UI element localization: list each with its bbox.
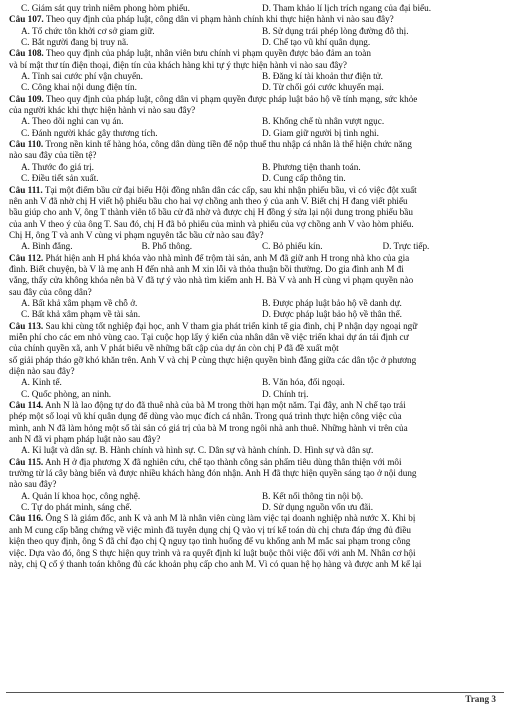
option-b: B. Đăng kí tài khoản thư điện tử. [262,71,383,82]
question-112 [9,253,503,321]
option-c: C. Tự do phát minh, sáng chế. [21,502,132,513]
option-c: C. Quốc phòng, an ninh. [21,388,112,399]
question-stem-cont: nào sau đây của tiền tệ? [9,150,97,161]
question-107 [9,14,503,48]
options-line: A. Kỉ luật và dân sự. B. Hành chính và hình sự. C. Dân sự và hành chính. D. Hình sự và dân sự. [21,445,374,456]
question-stem: Anh H ở địa phương X đã nghiên cứu, chế tạo thành công sản phẩm tiêu dùng thân thiện với môi [43,456,402,467]
page-footer [0,685,510,707]
question-116 [9,513,503,570]
question-stem-cont: của anh V theo ý của ông T. Sau đó, chị H đã bỏ phiếu của mình và phiếu của vợ chồng anh V vào hòm phiếu. [9,218,414,229]
footer-divider [6,692,504,693]
question-number: Câu 113. [9,320,44,331]
question-stem-cont: anh M cung cấp bằng chứng về việc mình đã tuyên dụng chị Q vào vị trí kế toán dù chị chưa đáp ứng đủ điều [9,524,411,535]
question-stem: Ông S là giám đốc, anh K và anh M là nhân viên cùng làm việc tại doanh nghiệp nhà nước X. Khi bị [43,513,416,524]
question-stem-cont: nên anh V đã nhờ chị H viết hộ phiếu bầu cho hai vợ chồng anh theo ý của anh V. Biết chị H đang viết phiếu [9,195,408,206]
top-options [9,3,503,14]
option-c: C. Giám sát quy trình niêm phong hòm phiếu. [21,3,190,13]
question-stem: Theo quy định của pháp luật, công dân vi phạm quyền được pháp luật bảo hộ về tính mạng, sức khỏe [43,93,418,104]
option-a: A. Thước đo giá trị. [21,161,94,172]
question-stem-cont: số giải pháp tháo gỡ khó khăn trên. Anh V và chị P cùng thực hiện quyền bình đẳng giữa các dân tộc ở phương [9,354,417,365]
option-b: B. Sử dụng trái phép lòng đường đô thị. [262,25,409,36]
question-number: Câu 109. [9,93,44,104]
question-stem-cont: của chính quyền xã, anh V phát biểu về những bất cập của dự án còn chị P đã đề xuất một [9,343,339,354]
option-a: A. Theo dõi nghi can vụ án. [21,116,124,127]
option-d: D. Trực tiếp. [382,241,430,252]
question-stem-cont: Chị H, ông T và anh V cùng vi phạm nguyên tắc bầu cử nào sau đây? [9,229,264,240]
option-b: B. Phương tiện thanh toán. [262,161,361,172]
option-b: B. Khống chế tù nhân vượt ngục. [262,116,385,127]
question-stem: Phát hiện anh H phá khóa vào nhà mình để trộm tài sản, anh M đã giữ anh H trong nhà kho của gia [43,252,410,263]
option-a: A. Tỉnh sai cước phí vận chuyển. [21,71,143,82]
question-number: Câu 108. [9,48,44,59]
option-d: D. Được pháp luật bảo hộ về thân thể. [262,309,402,320]
question-108 [9,48,503,93]
question-stem: Trong nền kinh tế hàng hóa, công dân dùng tiền để nộp thuế thu nhập cá nhân là thể hiện chức năng [43,139,412,150]
option-c: C. Đánh người khác gây thương tích. [21,127,158,138]
option-b: B. Được pháp luật bảo hộ về danh dự. [262,297,402,308]
option-a: A. Kinh tế. [21,377,62,388]
option-c: C. Bất khả xâm phạm về tài sản. [21,309,141,320]
question-stem-cont: diện nào sau đây? [9,366,75,376]
question-stem-cont: đình. Biết chuyện, bà V là mẹ anh H đến nhà anh M xin lỗi và thỏa thuận bồi thường. Do gia đình anh M đi [9,263,404,274]
option-c: C. Công khai nội dung điện tín. [21,82,137,93]
question-stem-cont: miễn phí cho các em nhỏ vùng cao. Tại cuộc họp lấy ý kiến của nhân dân về việc triển khai dự án tái định cư [9,331,409,342]
option-b: B. Văn hóa, đối ngoại. [262,377,345,388]
page-number: Trang 3 [465,694,496,704]
option-a: A. Tổ chức tôn khởi cơ sở giam giữ. [21,25,155,36]
question-stem-cont: này, chị Q cố ý thanh toán không đủ các khoản phụ cấp cho anh M. Vì có quan hệ họ hàng và được anh M kể lại [9,558,422,569]
option-d: D. Tham khảo lí lịch trích ngang của đại biểu. [262,3,431,13]
question-stem: Anh N là lao động tự do đã thuê nhà của bà M trong thời hạn một năm. Tại đây, anh N chế tạo trái [43,400,406,411]
option-a: A. Bình đẳng. [21,241,73,252]
question-number: Câu 116. [9,513,44,524]
question-111 [9,185,503,253]
question-number: Câu 110. [9,139,44,150]
exam-content [9,3,503,570]
question-stem-cont: mình, anh N đã làm hỏng một số tài sản có giá trị của bà M trong ngôi nhà anh thuê. Những hành vi trên của [9,422,408,433]
question-number: Câu 112. [9,252,44,263]
question-stem: Tại một điểm bầu cử đại biểu Hội đồng nhân dân các cấp, sau khi nhận phiếu bầu, vì có việc đột xuất [42,184,417,195]
question-114 [9,400,503,457]
question-number: Câu 114. [9,400,44,411]
option-b: B. Phổ thông. [141,241,193,252]
option-d: D. Từ chối gói cước khuyến mại. [262,82,384,93]
option-d: D. Giam giữ người bị tình nghi. [262,127,379,138]
option-c: C. Bỏ phiếu kín. [262,241,323,252]
question-stem-cont: của người khác khi thực hiện hành vi nào sau đây? [9,105,196,116]
question-stem-cont: anh N đã vi phạm pháp luật nào sau đây? [9,434,161,445]
option-b: B. Kết nối thông tin nội bộ. [262,490,364,501]
option-d: D. Chế tạo vũ khí quân dụng. [262,37,371,48]
option-d: D. Cung cấp thông tin. [262,173,346,184]
question-stem-cont: vắng, thấy cửa không khóa nên bà V đã tự ý vào nhà tìm kiếm anh H. Bà V và anh H cùng vi phạm quyền nào [9,275,414,286]
question-stem: Theo quy định của pháp luật, công dân vi phạm hành chính khi thực hiện hành vi nào sau đây? [43,14,394,25]
question-stem-cont: sau đây của công dân? [9,286,92,297]
question-stem-cont: kiện theo quy định, ông S đã chỉ đạo chị Q nguy tạo tình huống để vu khống anh M mắc sai phạm trong công [9,536,411,547]
option-a: A. Quản lí khoa học, công nghệ. [21,490,141,501]
question-stem: Sau khi cùng tốt nghiệp đại học, anh V tham gia phát triển kinh tế gia đình, chị P nhận dạy ngoại ngữ [43,320,418,331]
option-c: C. Điều tiết sản xuất. [21,173,99,184]
question-stem-cont: nào sau đây? [9,479,57,490]
question-number: Câu 107. [9,14,44,25]
option-a: A. Bất khả xâm phạm về chỗ ở. [21,297,138,308]
question-stem: Theo quy định của pháp luật, nhân viên bưu chính vi phạm quyền được bảo đảm an toàn [43,48,371,59]
question-number: Câu 115. [9,456,44,467]
question-109 [9,94,503,139]
option-d: D. Chính trị. [262,388,309,399]
option-c: C. Bắt người đang bị truy nã. [21,37,129,48]
question-stem-cont: và bí mật thư tín điện thoại, điện tín của khách hàng khi tự ý thực hiện hành vi nào sau đây? [9,59,347,70]
question-number: Câu 111. [9,184,43,195]
question-115 [9,457,503,514]
question-stem-cont: phép một số loại vũ khí quân dụng để dùng vào mục đích cá nhân. Trong quá trình thực hiện công việc của [9,411,402,422]
question-110 [9,139,503,184]
option-d: D. Sử dụng nguồn vốn ưu đãi. [262,502,374,513]
question-stem-cont: bầu giúp cho anh V, ông T thành viên tổ bầu cử đã nhờ và được chị H đồng ý sửa lại nội dung trong phiếu bầu [9,207,413,218]
question-113 [9,321,503,400]
question-stem-cont: việc. Dựa vào đó, ông S thực hiện quy trình và ra quyết định kỉ luật buộc thôi việc đối với anh M. Nhân cơ hội [9,547,416,558]
question-stem-cont: trường từ lá cây bàng biển và được nhiều khách hàng đón nhận. Anh H đã thực hiện quyền sáng tạo ở nội dung [9,468,417,479]
